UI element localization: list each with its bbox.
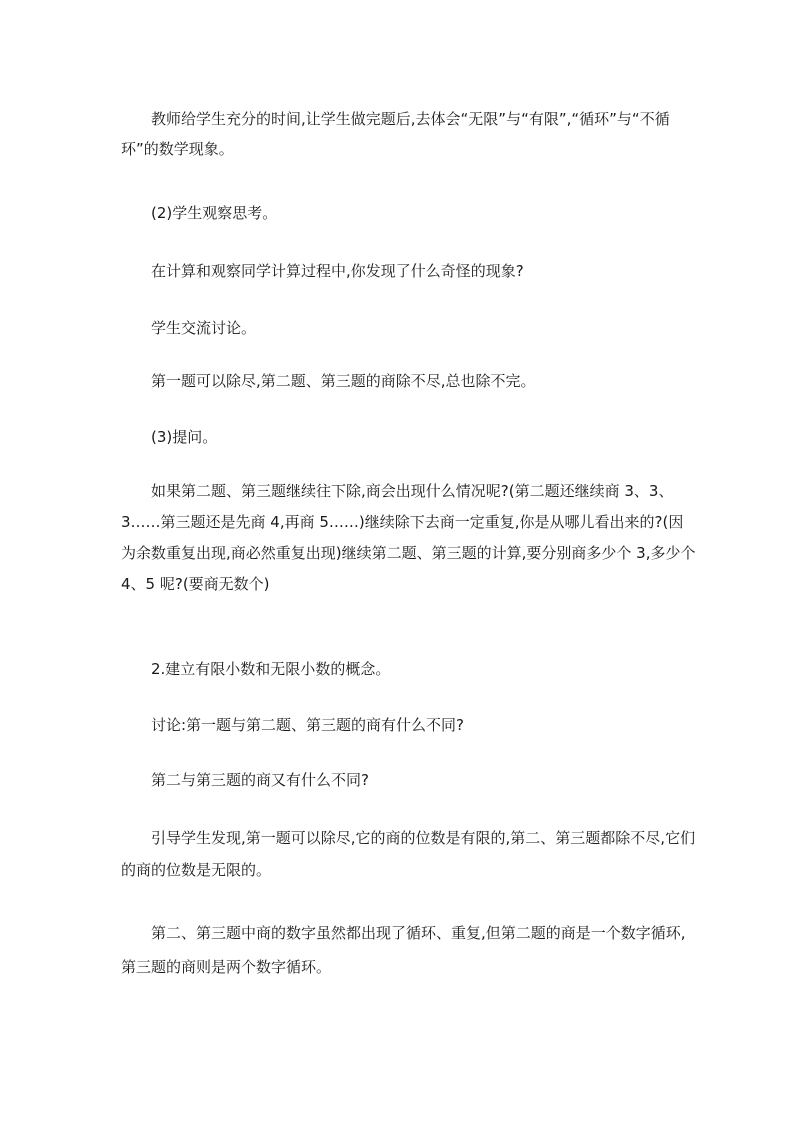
- paragraph-step-3-heading: (3)提问。: [151, 428, 218, 446]
- paragraph-step-2-heading: (2)学生观察思考。: [151, 204, 278, 222]
- paragraph-question-phenomenon: 在计算和观察同学计算过程中,你发现了什么奇怪的现象?: [151, 262, 524, 280]
- paragraph-continue-division: 如果第二题、第三题继续往下除,商会出现什么情况呢?(第二题还继续商 3、3、3……第三题还是先商 4,再商 5……)继续除下去商一定重复,你是从哪儿看出来的?(因为余数重复出现,商必然重复出现)继续第二题、第三题的计算,要分别商多少个 3,多少个 4、5 呢?(要商无数个): [121, 482, 696, 593]
- paragraph-observation: 第一题可以除尽,第二题、第三题的商除不尽,总也除不完。: [151, 372, 536, 390]
- paragraph-repeating-digits: 第二、第三题中商的数字虽然都出现了循环、重复,但第二题的商是一个数字循环,第三题的商则是两个数字循环。: [121, 924, 686, 976]
- paragraph-discussion: 学生交流讨论。: [151, 319, 257, 337]
- paragraph-guide-discovery: 引导学生发现,第一题可以除尽,它的商的位数是有限的,第二、第三题都除不尽,它们的商的位数是无限的。: [121, 829, 696, 879]
- paragraph-teacher-instruction: 教师给学生充分的时间,让学生做完题后,去体会“无限”与“有限”,“循环”与“不循环”的数学现象。: [121, 110, 670, 158]
- paragraph-second-question: 第二与第三题的商又有什么不同?: [151, 771, 369, 789]
- paragraph-section-2-heading: 2.建立有限小数和无限小数的概念。: [151, 660, 391, 678]
- paragraph-discussion-question: 讨论:第一题与第二题、第三题的商有什么不同?: [151, 716, 465, 734]
